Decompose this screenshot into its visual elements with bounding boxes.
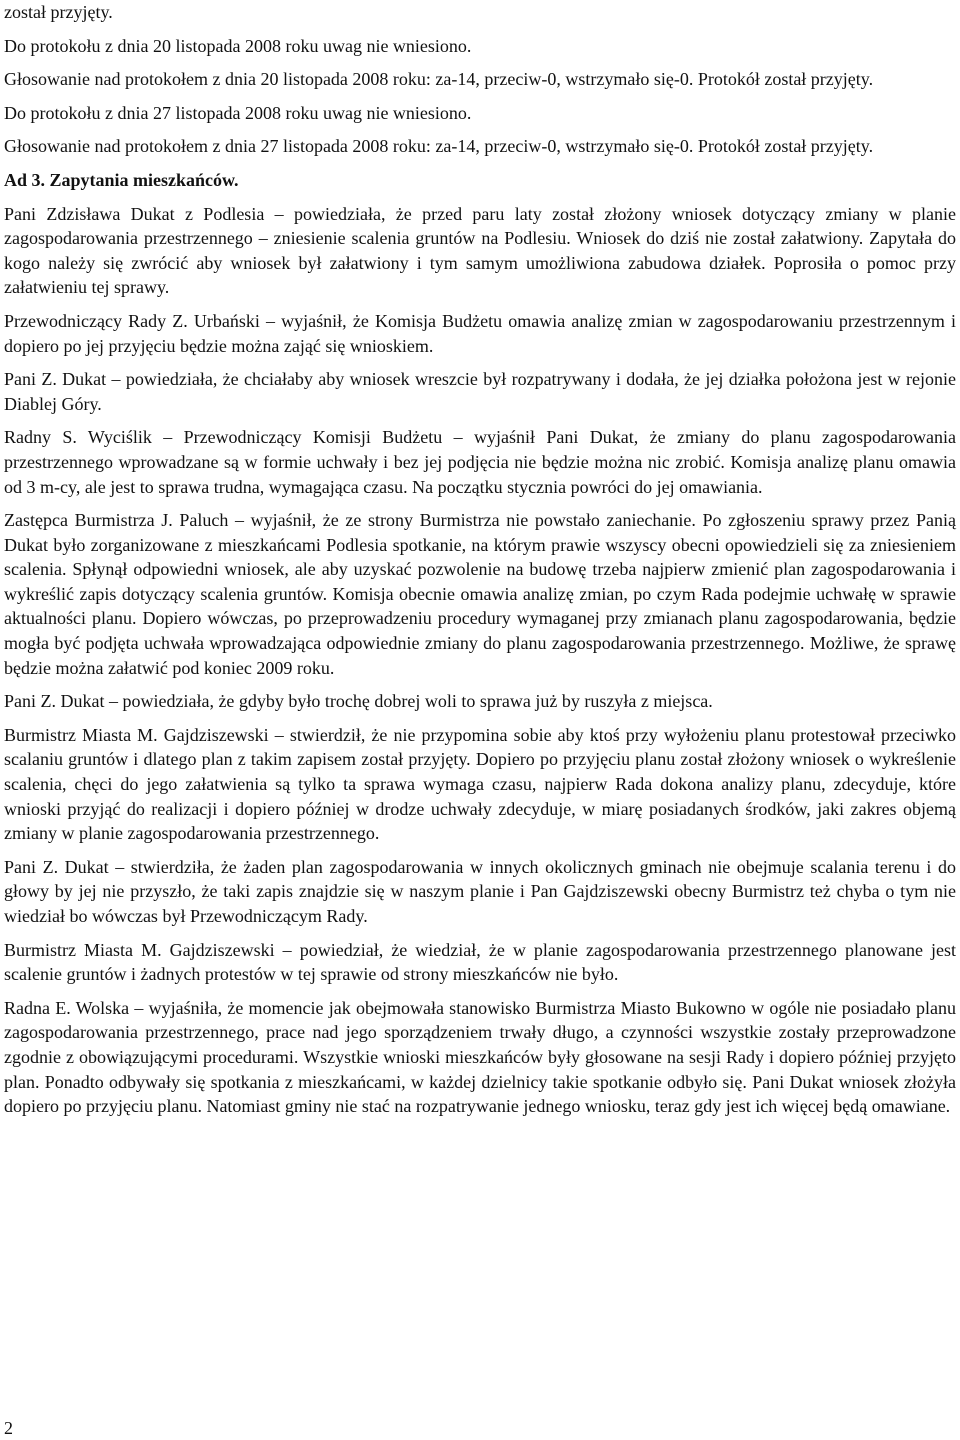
paragraph-protocol-note-1: Do protokołu z dnia 20 listopada 2008 roku uwag nie wniesiono.	[4, 35, 472, 56]
paragraph-dukat-4: Pani Z. Dukat – stwierdziła, że żaden plan zagospodarowania w innych okolicznych gminach nie obejmuje scalania terenu i do głowy by jej nie przyszło, że taki zapis znajdzie się w naszym planie i Pan Gajdziszewski obecny Burmistrz też chyba o tym nie wiedział bo wówczas był Przewodniczącym Rady.	[4, 856, 956, 926]
paragraph-dukat-2: Pani Z. Dukat – powiedziała, że chciałaby aby wniosek wreszcie był rozpatrywany i dodała, że jej działka położona jest w rejonie Diablej Góry.	[4, 369, 956, 414]
paragraph-wolska: Radna E. Wolska – wyjaśniła, że momencie jak obejmowała stanowisko Burmistrza Miasto Bukowno w ogóle nie posiadało planu zagospodarowania przestrzennego, prace nad jego sporządzeniem trwały długo, a czynności wszystkie zostały przeprowadzone zgodnie z obowiązującymi procedurami. Wszystkie wnioski mieszkańców były głosowane na sesji Rady i dopiero później przyjęto plan. Ponadto odbywały się spotkania z mieszkańcami, w każdej dzielnicy takie spotkanie odbyło się. Pani Dukat wniosek złożyła dopiero po przyjęciu planu. Natomiast gminy nie stać na rozpatrywanie jednego wniosku, teraz gdy jest ich więcej będą omawiane.	[4, 997, 956, 1117]
paragraph-gajdziszewski-1: Burmistrz Miasta M. Gajdziszewski – stwierdził, że nie przypomina sobie aby ktoś przy wyłożeniu planu protestował przeciwko scalaniu gruntów i dlatego plan z takim zapisem został przyjęty. Dopiero po przyjęciu planu został złożony wniosek o wykreślenie scalenia, chęci do jego załatwienia są tylko ta sprawa wymaga czasu, najpierw Rada dokona analizy planu, zdecyduje, które wnioski przyjąć do realizacji i dopiero później w drodze uchwały zdecyduje, w miarę posiadanych środków, jaki zakres objemą zmiany w planie zagospodarowania przestrzennego.	[4, 724, 956, 844]
paragraph-urbanski: Przewodniczący Rady Z. Urbański – wyjaśnił, że Komisja Budżetu omawia analizę zmian w zagospodarowaniu przestrzennym i dopiero po jej przyjęciu będzie można zająć się wnioskiem.	[4, 310, 956, 356]
paragraph-continuation: został przyjęty.	[4, 2, 113, 22]
paragraph-vote-1: Głosowanie nad protokołem z dnia 20 listopada 2008 roku: za-14, przeciw-0, wstrzymało się-0. Protokół został przyjęty.	[4, 69, 874, 90]
paragraph-gajdziszewski-2: Burmistrz Miasta M. Gajdziszewski – powiedział, że wiedział, że w planie zagospodarowania przestrzennego planowane jest scalenie gruntów i żadnych protestów w tej sprawie od strony mieszkańców nie było.	[4, 939, 956, 985]
paragraph-paluch: Zastępca Burmistrza J. Paluch – wyjaśnił, że ze strony Burmistrza nie powstało zaniechanie. Po zgłoszeniu sprawy przez Panią Dukat było zorganizowane z mieszkańcami Podlesia spotkanie, na którym prawie wszyscy obecni opowiedzieli się za zniesieniem scalenia. Spłynął odpowiedni wniosek, ale aby uzyskać pozwolenie na budowę trzeba najpierw zmienić plan zagospodarowania i wykreślić zapis dotyczący scalenia gruntów. Komisja obecnie omawia analizę zmian, po czym Rada podejmie uchwałę w sprawie aktualności planu. Dopiero wówczas, po przeprowadzeniu procedury wymaganej przy zmianach planu zagospodarowania, będzie mogła być podjęta uchwała wprowadzająca odpowiednie zmiany do planu zagospodarowania przestrzennego. Możliwe, że sprawę będzie można załatwić pod koniec 2009 roku.	[4, 510, 956, 678]
paragraph-vote-2: Głosowanie nad protokołem z dnia 27 listopada 2008 roku: za-14, przeciw-0, wstrzymało się-0. Protokół został przyjęty.	[4, 136, 874, 157]
paragraph-dukat-3: Pani Z. Dukat – powiedziała, że gdyby było trochę dobrej woli to sprawa już by ruszyła z miejsca.	[4, 691, 713, 712]
paragraph-wycislik: Radny S. Wyciślik – Przewodniczący Komisji Budżetu – wyjaśnił Pani Dukat, że zmiany do planu zagospodarowania przestrzennego wprowadzane są w formie uchwały i bez jej podjęcia nie będzie można nic zrobić. Komisja analizę planu omawia od 3 m-cy, ale jest to sprawa trudna, wymagająca czasu. Na początku stycznia powróci do jej omawiania.	[4, 427, 956, 497]
document-page	[4, 0, 956, 1119]
section-heading: Ad 3. Zapytania mieszkańców.	[4, 169, 239, 190]
paragraph-dukat-request: Pani Zdzisława Dukat z Podlesia – powiedziała, że przed paru laty został złożony wniosek dotyczący zmiany w planie zagospodarowania przestrzennego – zniesienie scalenia gruntów na Podlesiu. Wniosek do dziś nie został załatwiony. Zapytała do kogo należy się zwrócić aby wniosek był załatwiony i tym samym umożliwiona zabudowa działek. Poprosiła o pomoc przy załatwieniu tej sprawy.	[4, 203, 956, 298]
page-number: 2	[4, 1418, 13, 1438]
paragraph-protocol-note-2: Do protokołu z dnia 27 listopada 2008 roku uwag nie wniesiono.	[4, 102, 472, 123]
